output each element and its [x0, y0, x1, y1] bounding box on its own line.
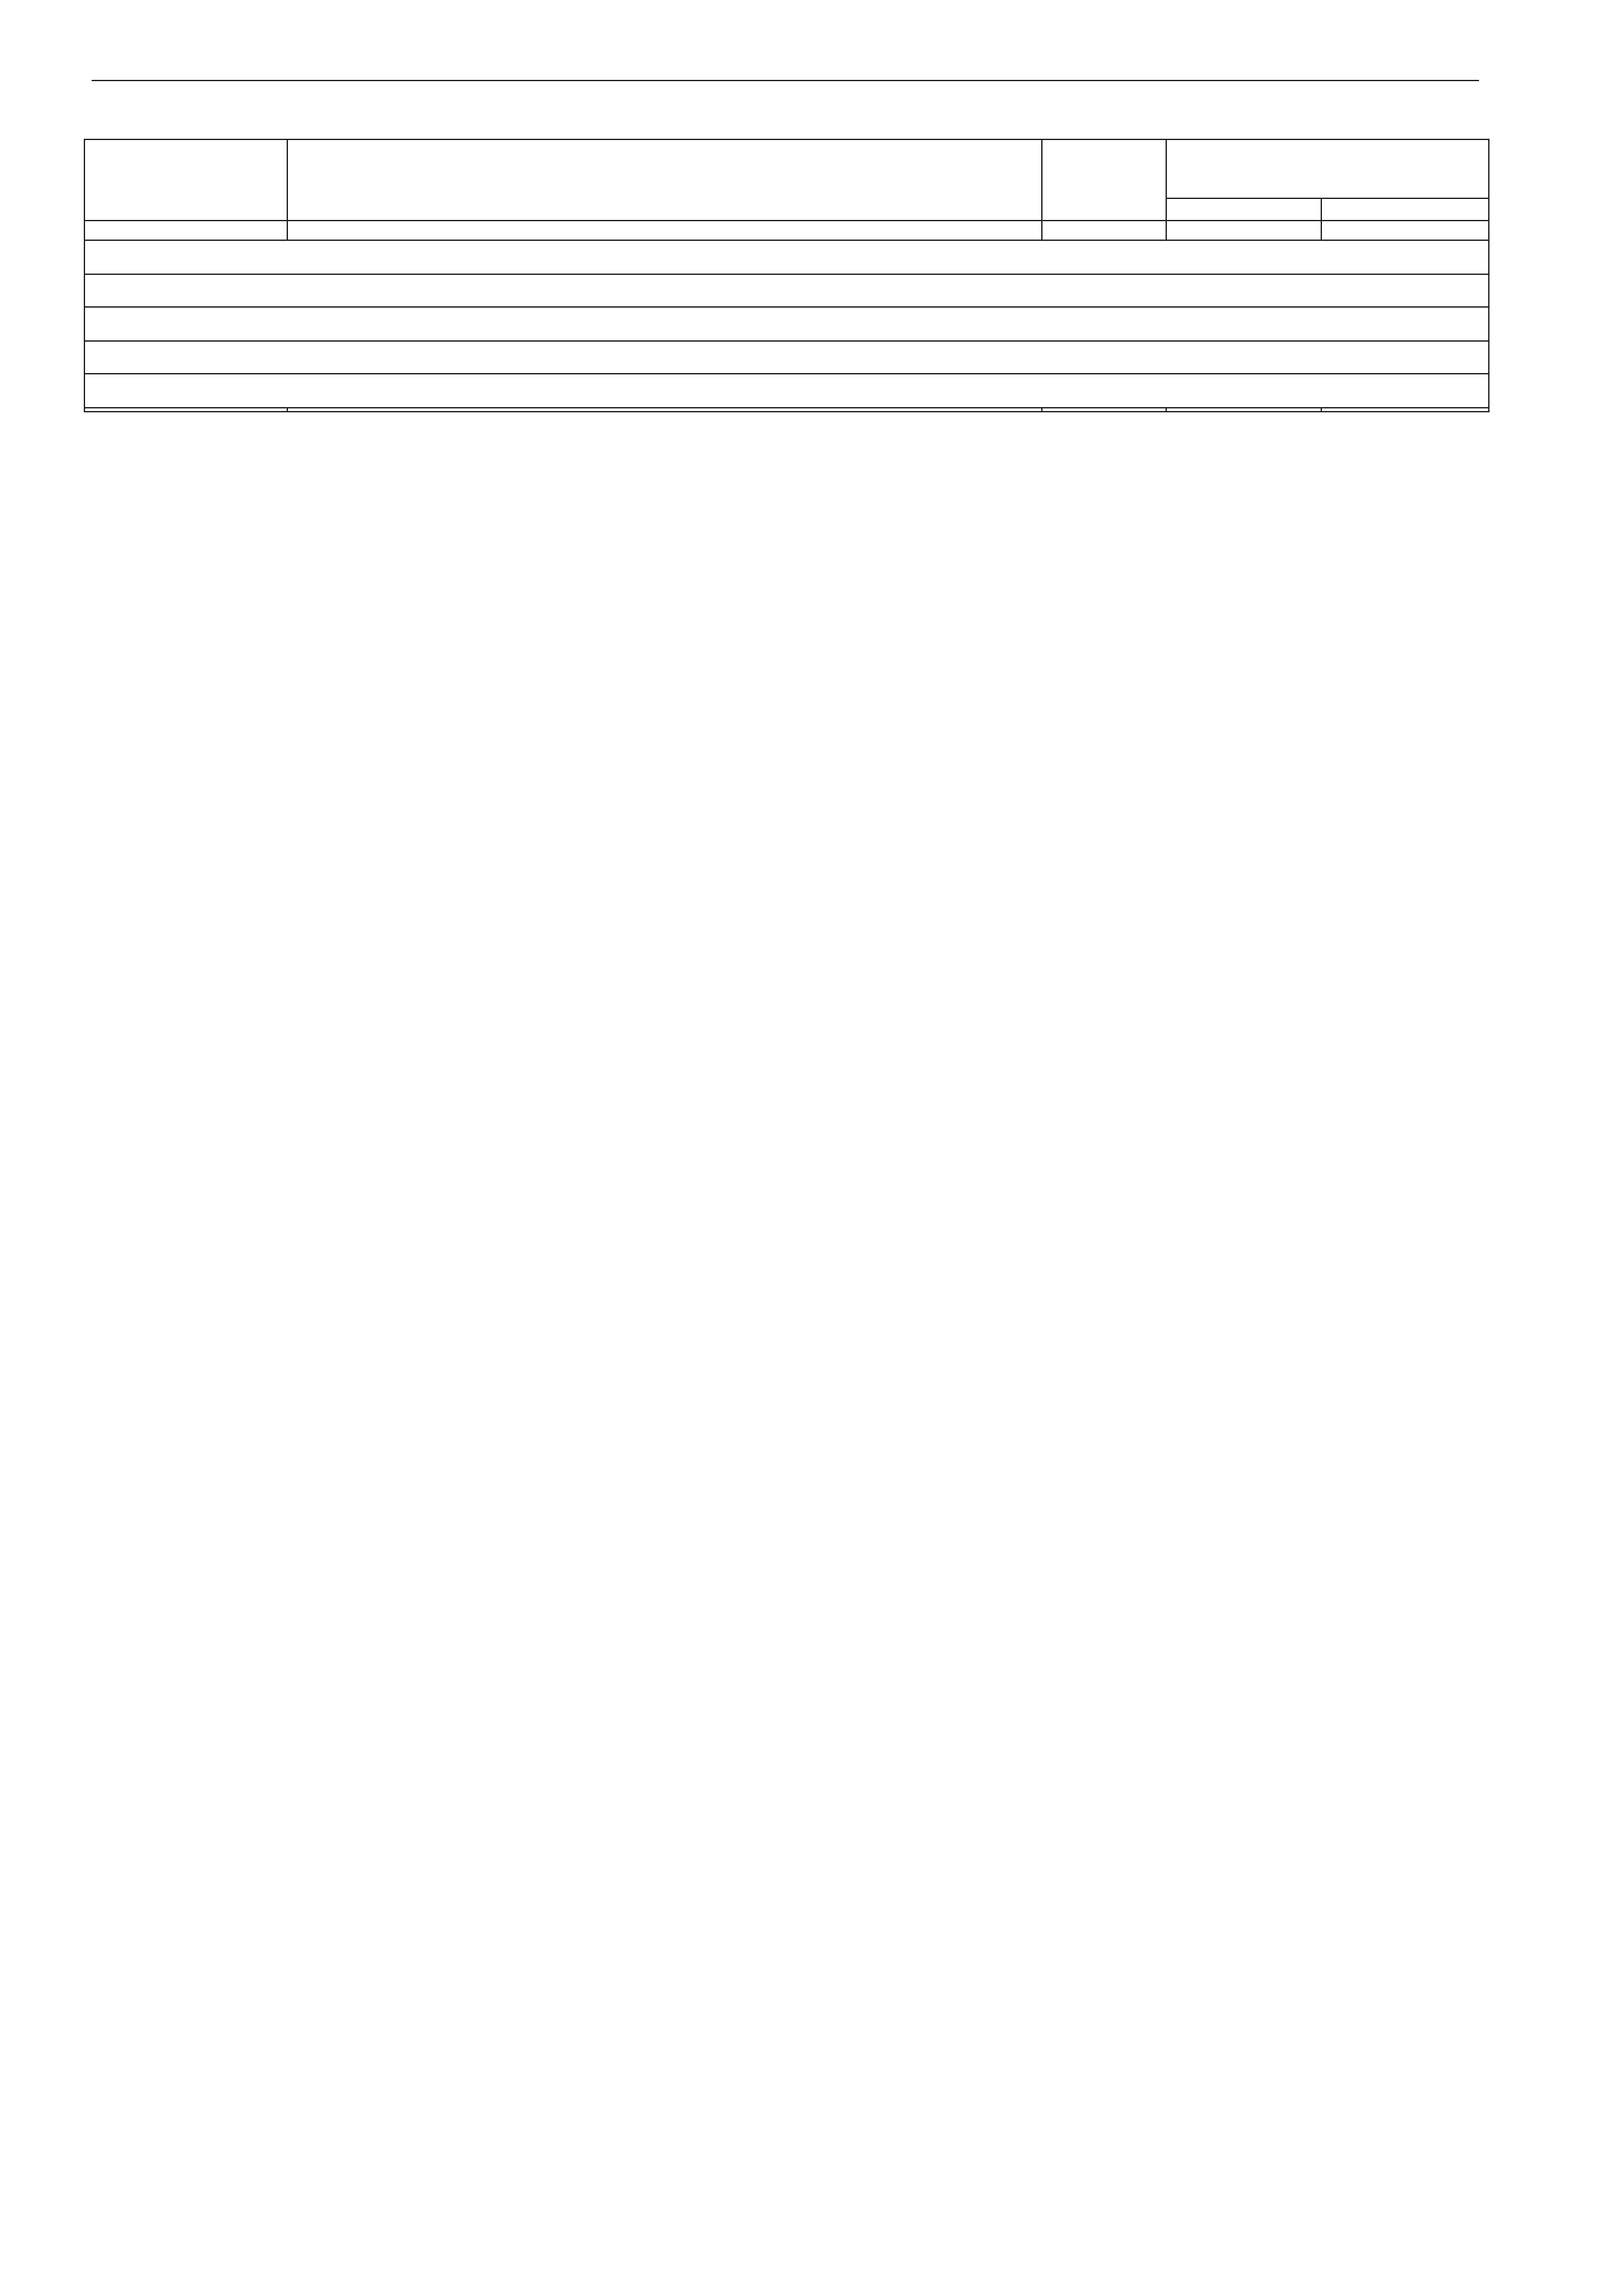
col-header-price-estimate — [1321, 198, 1489, 221]
col-num-2 — [287, 221, 1042, 240]
group-11 — [84, 374, 1489, 412]
row-code — [84, 408, 287, 412]
group-09-title — [84, 240, 1489, 274]
group-10-title — [84, 307, 1489, 341]
col-header-name — [287, 139, 1042, 221]
group-10-subtitle — [84, 341, 1489, 374]
col-num-3 — [1042, 221, 1166, 240]
row-unit — [1042, 408, 1166, 412]
price-table — [84, 139, 1489, 412]
col-header-code — [84, 139, 287, 221]
col-num-5 — [1321, 221, 1489, 240]
col-num-1 — [84, 221, 287, 240]
row-price-estimate — [1321, 408, 1489, 412]
group-11-title — [84, 374, 1489, 408]
col-header-price-group — [1166, 139, 1489, 198]
table-header — [84, 139, 1489, 240]
group-10 — [84, 307, 1489, 374]
col-num-4 — [1166, 221, 1321, 240]
column-numbers-row — [84, 221, 1489, 240]
table-row — [84, 408, 1489, 412]
col-header-unit — [1042, 139, 1166, 221]
group-09-subtitle — [84, 274, 1489, 307]
row-price-release — [1166, 408, 1321, 412]
row-name — [287, 408, 1042, 412]
col-header-price-release — [1166, 198, 1321, 221]
group-09 — [84, 240, 1489, 307]
running-header — [92, 73, 1479, 81]
